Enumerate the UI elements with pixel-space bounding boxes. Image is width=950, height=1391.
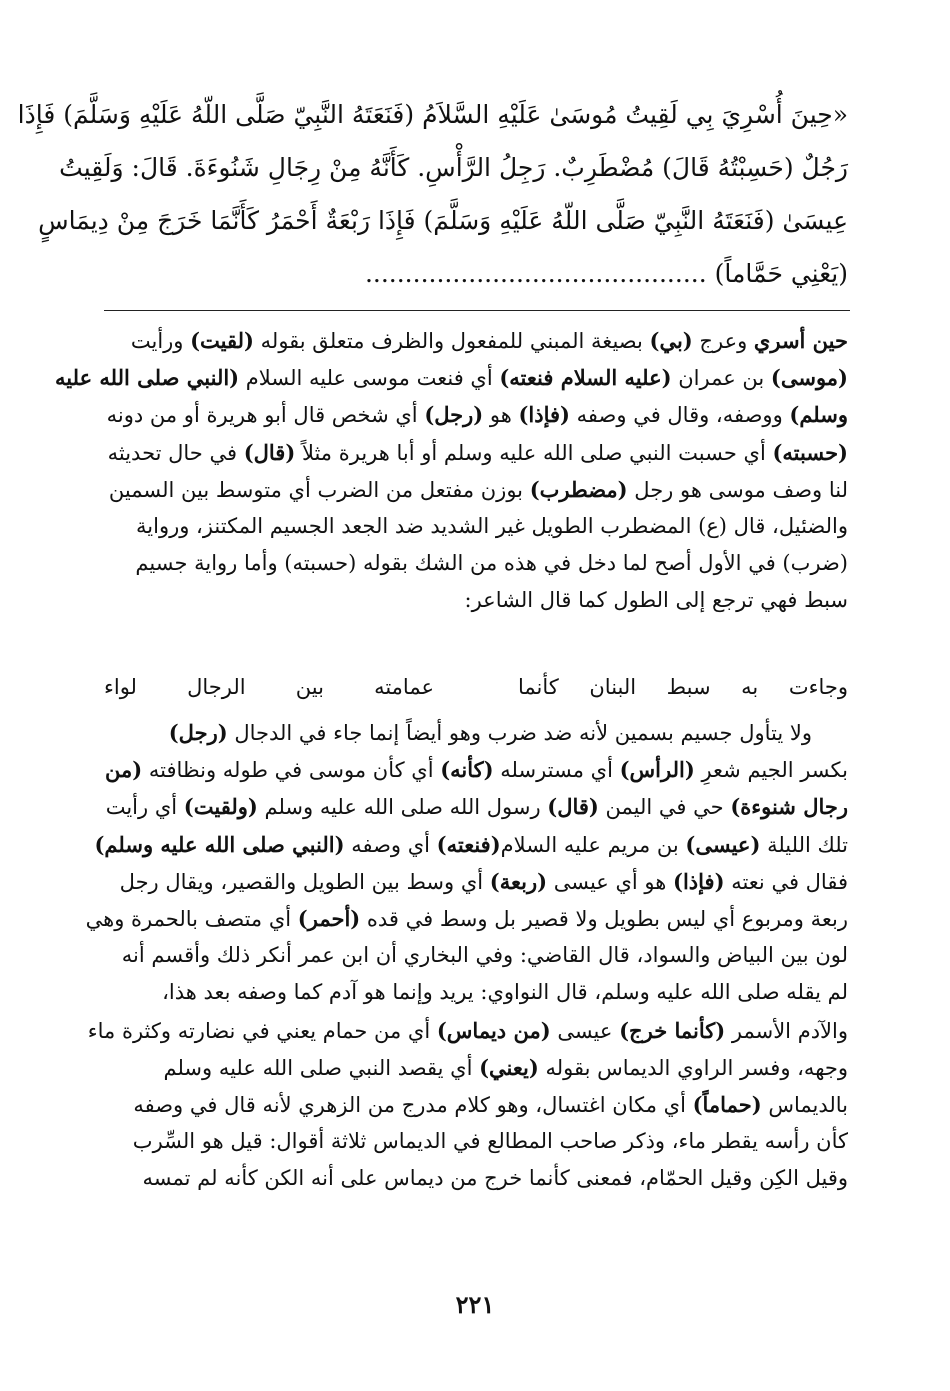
hadith-line: (يَعْنِي حَمَّاماً) ........................................... — [364, 259, 848, 288]
commentary-line — [104, 434, 848, 471]
commentary-text: ربعة ومربوع أي ليس بطويل ولا قصير بل وسط في قده — [360, 906, 848, 931]
commentary-text: بن عمران — [671, 366, 771, 391]
commentary-line — [104, 863, 848, 900]
commentary-line — [104, 788, 848, 825]
commentary-text: أي متصف بالحمرة وهي — [85, 906, 298, 931]
commentary-text: أي شخص قال أبو هريرة أو من دونه — [106, 403, 425, 428]
commentary-continued-block — [85, 714, 848, 1197]
commentary-line — [104, 582, 848, 619]
commentary-text: بصيغة المبني للمفعول والظرف متعلق بقوله — [253, 329, 650, 353]
commentary-line — [104, 508, 848, 545]
commentary-line — [104, 471, 848, 508]
poem-second-hemistich: عمامته بين الرجال لواء — [104, 675, 434, 699]
commentary-text: ووصفه، وقال في وصفه — [570, 403, 790, 428]
commentary-line — [104, 937, 848, 974]
commentary-line — [104, 322, 848, 359]
commentary-line — [104, 1123, 848, 1160]
commentary-block — [55, 322, 848, 620]
poem-first-hemistich: وجاءت به سبط البنان كأنما — [518, 675, 848, 699]
commentary-text: رسول الله صلى الله عليه وسلم — [257, 795, 548, 820]
commentary-keyword: (عليه السلام فنعته) — [499, 365, 672, 391]
commentary-text: بكسر الجيم شعرِ — [694, 758, 848, 783]
commentary-line — [104, 396, 848, 433]
commentary-text: والآدم الأسمر — [725, 1018, 848, 1043]
commentary-keyword: (ربعة) — [489, 868, 548, 894]
commentary-keyword: (فنعته) — [436, 831, 501, 857]
commentary-keyword: (رجل) — [424, 402, 484, 428]
page-number: ٢٢١ — [455, 1290, 495, 1319]
commentary-text: أي مكان اغتسال، وهو كلام مدرج من الزهري لأنه قال في وصفه — [133, 1092, 693, 1117]
commentary-keyword: (موسى) — [770, 365, 848, 391]
commentary-keyword: (الرأس) — [619, 757, 695, 783]
commentary-text: فقال في نعته — [724, 869, 848, 894]
commentary-line — [104, 751, 848, 788]
commentary-text: أي حسبت النبي صلى الله عليه وسلم أو أبا هريرة مثلاً — [295, 440, 773, 465]
commentary-keyword: (قال) — [243, 439, 296, 465]
commentary-keyword: (النبي صلى الله عليه وسلم) — [94, 831, 345, 857]
commentary-line — [104, 1049, 848, 1086]
commentary-keyword: (من — [105, 757, 143, 783]
commentary-text: (ضرب) في الأول أصح لما دخل في هذه من الشك بقوله (حسبته) وأما رواية جسيم — [135, 551, 848, 576]
commentary-line — [94, 826, 848, 863]
commentary-text: أي مسترسله — [493, 758, 620, 783]
commentary-text: سبط فهي ترجع إلى الطول كما قال الشاعر: — [464, 588, 848, 613]
commentary-line — [104, 974, 848, 1011]
commentary-line — [87, 1012, 848, 1049]
commentary-keyword: (رجل) — [168, 720, 228, 745]
commentary-text: حي في اليمن — [598, 795, 731, 820]
commentary-keyword: (حسبته) — [772, 439, 848, 465]
commentary-text: لم يقله صلى الله عليه وسلم، قال النواوي: يريد وإنما هو آدم كما وصفه بعد هذا، — [162, 980, 848, 1005]
commentary-text: أي من حمام يعني في نضارته وكثرة ماء — [87, 1018, 437, 1043]
hadith-line: عِيسَىٰ (فَنَعَتَهُ النَّبِيّ صَلَّى اللّهُ عَلَيْهِ وَسَلَّمَ) فَإِذَا رَبْعَةٌ أَحْمَرُ كَأَنَّمَا خَرَجَ مِنْ دِيمَاسٍ — [38, 206, 848, 235]
commentary-text: وعرج — [692, 329, 754, 353]
commentary-keyword: وسلم) — [789, 402, 848, 428]
commentary-text: أي رأيت — [105, 795, 184, 820]
commentary-text: تلك الليلة — [760, 832, 848, 857]
commentary-text: أي وسط بين الطويل والقصير، ويقال رجل — [119, 869, 490, 894]
commentary-keyword: (حماماً) — [692, 1091, 762, 1117]
commentary-text: بوزن مفتعل من الضرب أي متوسط بين السمين — [108, 477, 530, 502]
commentary-keyword: (فإذا) — [673, 868, 725, 894]
commentary-line — [104, 1160, 848, 1197]
commentary-text: لون بين البياض والسواد، قال القاضي: وفي البخاري أن ابن عمر أنكر ذلك وأقسم أنه — [121, 943, 848, 968]
commentary-text: أي وصفه — [344, 832, 437, 857]
commentary-keyword: (ولقيت) — [183, 794, 258, 820]
hadith-line: «حِينَ أُسْرِيَ بِي لَقِيتُ مُوسَىٰ عَلَيْهِ السَّلاَمُ (فَنَعَتَهُ النَّبِيّ صَلَّى اللّهُ عَلَيْهِ وَسَلَّمَ) فَإِذَا — [17, 100, 848, 129]
commentary-line — [85, 900, 848, 937]
commentary-keyword: (قال) — [547, 794, 599, 820]
commentary-keyword: (النبي صلى الله عليه — [55, 365, 240, 391]
commentary-line — [104, 545, 848, 582]
commentary-text: وجهه، وفسر الراوي الديماس بقوله — [538, 1055, 848, 1080]
commentary-text: أي كأن موسى في طوله ونظافته — [142, 758, 441, 783]
commentary-text: عيسى — [550, 1018, 620, 1043]
commentary-keyword: (كأنه) — [440, 757, 494, 783]
commentary-text: أي فنعت موسى عليه السلام — [239, 366, 500, 391]
commentary-keyword: (عيسى) — [685, 831, 761, 857]
commentary-keyword: حين أسري — [753, 328, 848, 353]
commentary-keyword: (من ديماس) — [436, 1017, 551, 1043]
hadith-text — [17, 88, 848, 300]
commentary-text: أي يقصد النبي صلى الله عليه وسلم — [163, 1055, 480, 1080]
commentary-line — [55, 359, 848, 396]
commentary-text: وقيل الكِن وقيل الحمّام، فمعنى كأنما خرج من ديماس على أنه الكن كأنه لم تمسه — [142, 1166, 848, 1191]
commentary-keyword: (كأنما خرج) — [619, 1017, 726, 1043]
commentary-text: بن مريم عليه السلام — [500, 832, 686, 857]
commentary-keyword: (أحمر) — [297, 905, 361, 931]
poem-verse — [104, 667, 848, 707]
commentary-text: بالديماس — [761, 1092, 848, 1117]
commentary-keyword: (مضطرب) — [529, 476, 628, 502]
commentary-line — [104, 1086, 848, 1123]
commentary-keyword: (بي) — [649, 328, 693, 353]
commentary-line — [104, 714, 848, 751]
commentary-keyword: رجال شنوءة) — [730, 794, 848, 820]
commentary-keyword: (فإذا) — [518, 402, 570, 428]
commentary-text: في حال تحديثه — [107, 440, 244, 465]
footnote-divider — [104, 310, 850, 311]
commentary-text: ولا يتأول جسيم بسمين لأنه ضد ضرب وهو أيضاً إنما جاء في الدجال — [227, 721, 812, 745]
commentary-keyword: (يعني) — [479, 1054, 539, 1080]
commentary-text: ورأيت — [130, 329, 191, 353]
commentary-text: هو أي عيسى — [547, 869, 674, 894]
commentary-text: لنا وصف موسى هو رجل — [627, 477, 848, 502]
hadith-line: رَجُلٌ (حَسِبْتُهُ قَالَ) مُضْطَرِبٌ. رَجِلُ الرَّأْسِ. كَأَنَّهُ مِنْ رِجَالِ شَنُوءَةَ. قَالَ: وَلَقِيتُ — [59, 153, 848, 182]
commentary-text: كأن رأسه يقطر ماء، وذكر صاحب المطالع في الديماس ثلاثة أقوال: قيل هو السِّرب — [132, 1129, 848, 1154]
commentary-text: هو — [483, 403, 519, 428]
commentary-text: والضئيل، قال (ع) المضطرب الطويل غير الشديد ضد الجعد الجسيم المكتنز، ورواية — [136, 513, 848, 538]
commentary-keyword: (لقيت) — [190, 328, 254, 353]
